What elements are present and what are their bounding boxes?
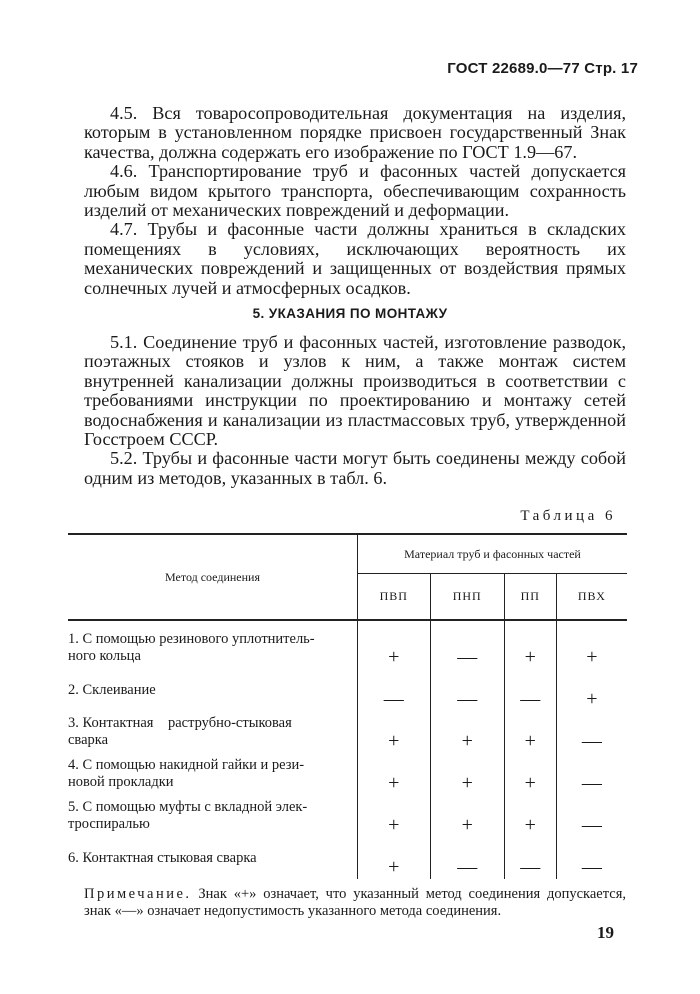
value-cell: — [504, 669, 556, 711]
table-row [68, 620, 627, 669]
table-row [68, 711, 627, 753]
method-cell: 3. Контактная раструбно-стыковая сварка [68, 711, 358, 753]
value-cell: + [358, 753, 431, 795]
paragraph-5-1: 5.1. Соединение труб и фасонных частей, изготовление разводок, поэтажных стояков и узлов к ним, а также монтаж систем внутренней канализации должны производиться в соответствии с требованиями инструкции по проектированию и монтажу сетей водоснабжения и канализации из пластмассовых труб, утвержденной Госстроем СССР. [84, 332, 626, 450]
material-header-pvp: ПВП [358, 574, 431, 620]
method-cell: 2. Склеивание [68, 669, 358, 711]
note-label: Примечание. [84, 886, 192, 902]
section-5-title: 5. УКАЗАНИЯ ПО МОНТАЖУ [252, 306, 448, 321]
value-cell: + [358, 795, 431, 837]
method-cell: 1. С помощью резинового уплотнитель- ного кольца [68, 620, 358, 669]
value-cell: — [556, 795, 627, 837]
paragraph-4-5: 4.5. Вся товаросопроводительная документация на изделия, которым в установленном порядке присвоен государственный Знак качества, должна содержать его изображение по ГОСТ 1.9—67. [84, 103, 626, 162]
value-cell: — [556, 753, 627, 795]
table-caption: Таблица 6 [520, 508, 616, 524]
value-cell: + [556, 669, 627, 711]
value-cell: + [504, 795, 556, 837]
value-cell: + [504, 620, 556, 669]
material-header-pnp: ПНП [430, 574, 504, 620]
material-header-pvh: ПВХ [556, 574, 627, 620]
value-cell: — [358, 669, 431, 711]
value-cell: + [504, 711, 556, 753]
value-cell: + [358, 837, 431, 879]
section-4-text [84, 104, 626, 298]
method-cell: 6. Контактная стыковая сварка [68, 837, 358, 879]
value-cell: + [430, 711, 504, 753]
table-row [68, 753, 627, 795]
section-5-text [84, 333, 626, 488]
table-row [68, 795, 627, 837]
value-cell: + [358, 711, 431, 753]
value-cell: — [556, 837, 627, 879]
page-number: 19 [597, 923, 614, 942]
value-cell: — [430, 837, 504, 879]
paragraph-4-7: 4.7. Трубы и фасонные части должны храниться в складских помещениях в условиях, исключающих вероятность их механических повреждений и защищенных от воздействия прямых солнечных лучей и атмосферных осадков. [84, 219, 626, 298]
method-column-header: Метод соединения [68, 534, 358, 620]
method-cell: 4. С помощью накидной гайки и рези- новой прокладки [68, 753, 358, 795]
paragraph-4-6: 4.6. Транспортирование труб и фасонных частей допускается любым видом крытого транспорта, обеспечивающим сохранность изделий от механических повреждений и деформации. [84, 161, 626, 221]
value-cell: — [504, 837, 556, 879]
joining-methods-table [68, 533, 627, 879]
value-cell: + [556, 620, 627, 669]
value-cell: + [430, 753, 504, 795]
table-note [84, 886, 626, 920]
value-cell: + [504, 753, 556, 795]
value-cell: + [358, 620, 431, 669]
note-text: Знак «+» означает, что указанный метод соединения допускается, знак «—» означает недопустимость указанного метода соединения. [84, 886, 626, 919]
running-head: ГОСТ 22689.0—77 Стр. 17 [447, 60, 638, 77]
material-header-pp: ПП [504, 574, 556, 620]
paragraph-5-2: 5.2. Трубы и фасонные части могут быть соединены между собой одним из методов, указанных в табл. 6. [84, 448, 626, 488]
table-row [68, 837, 627, 879]
value-cell: — [430, 669, 504, 711]
material-group-header: Материал труб и фасонных частей [358, 534, 628, 574]
table-row [68, 669, 627, 711]
value-cell: — [430, 620, 504, 669]
value-cell: — [556, 711, 627, 753]
value-cell: + [430, 795, 504, 837]
method-cell: 5. С помощью муфты с вкладной элек- троспиралью [68, 795, 358, 837]
